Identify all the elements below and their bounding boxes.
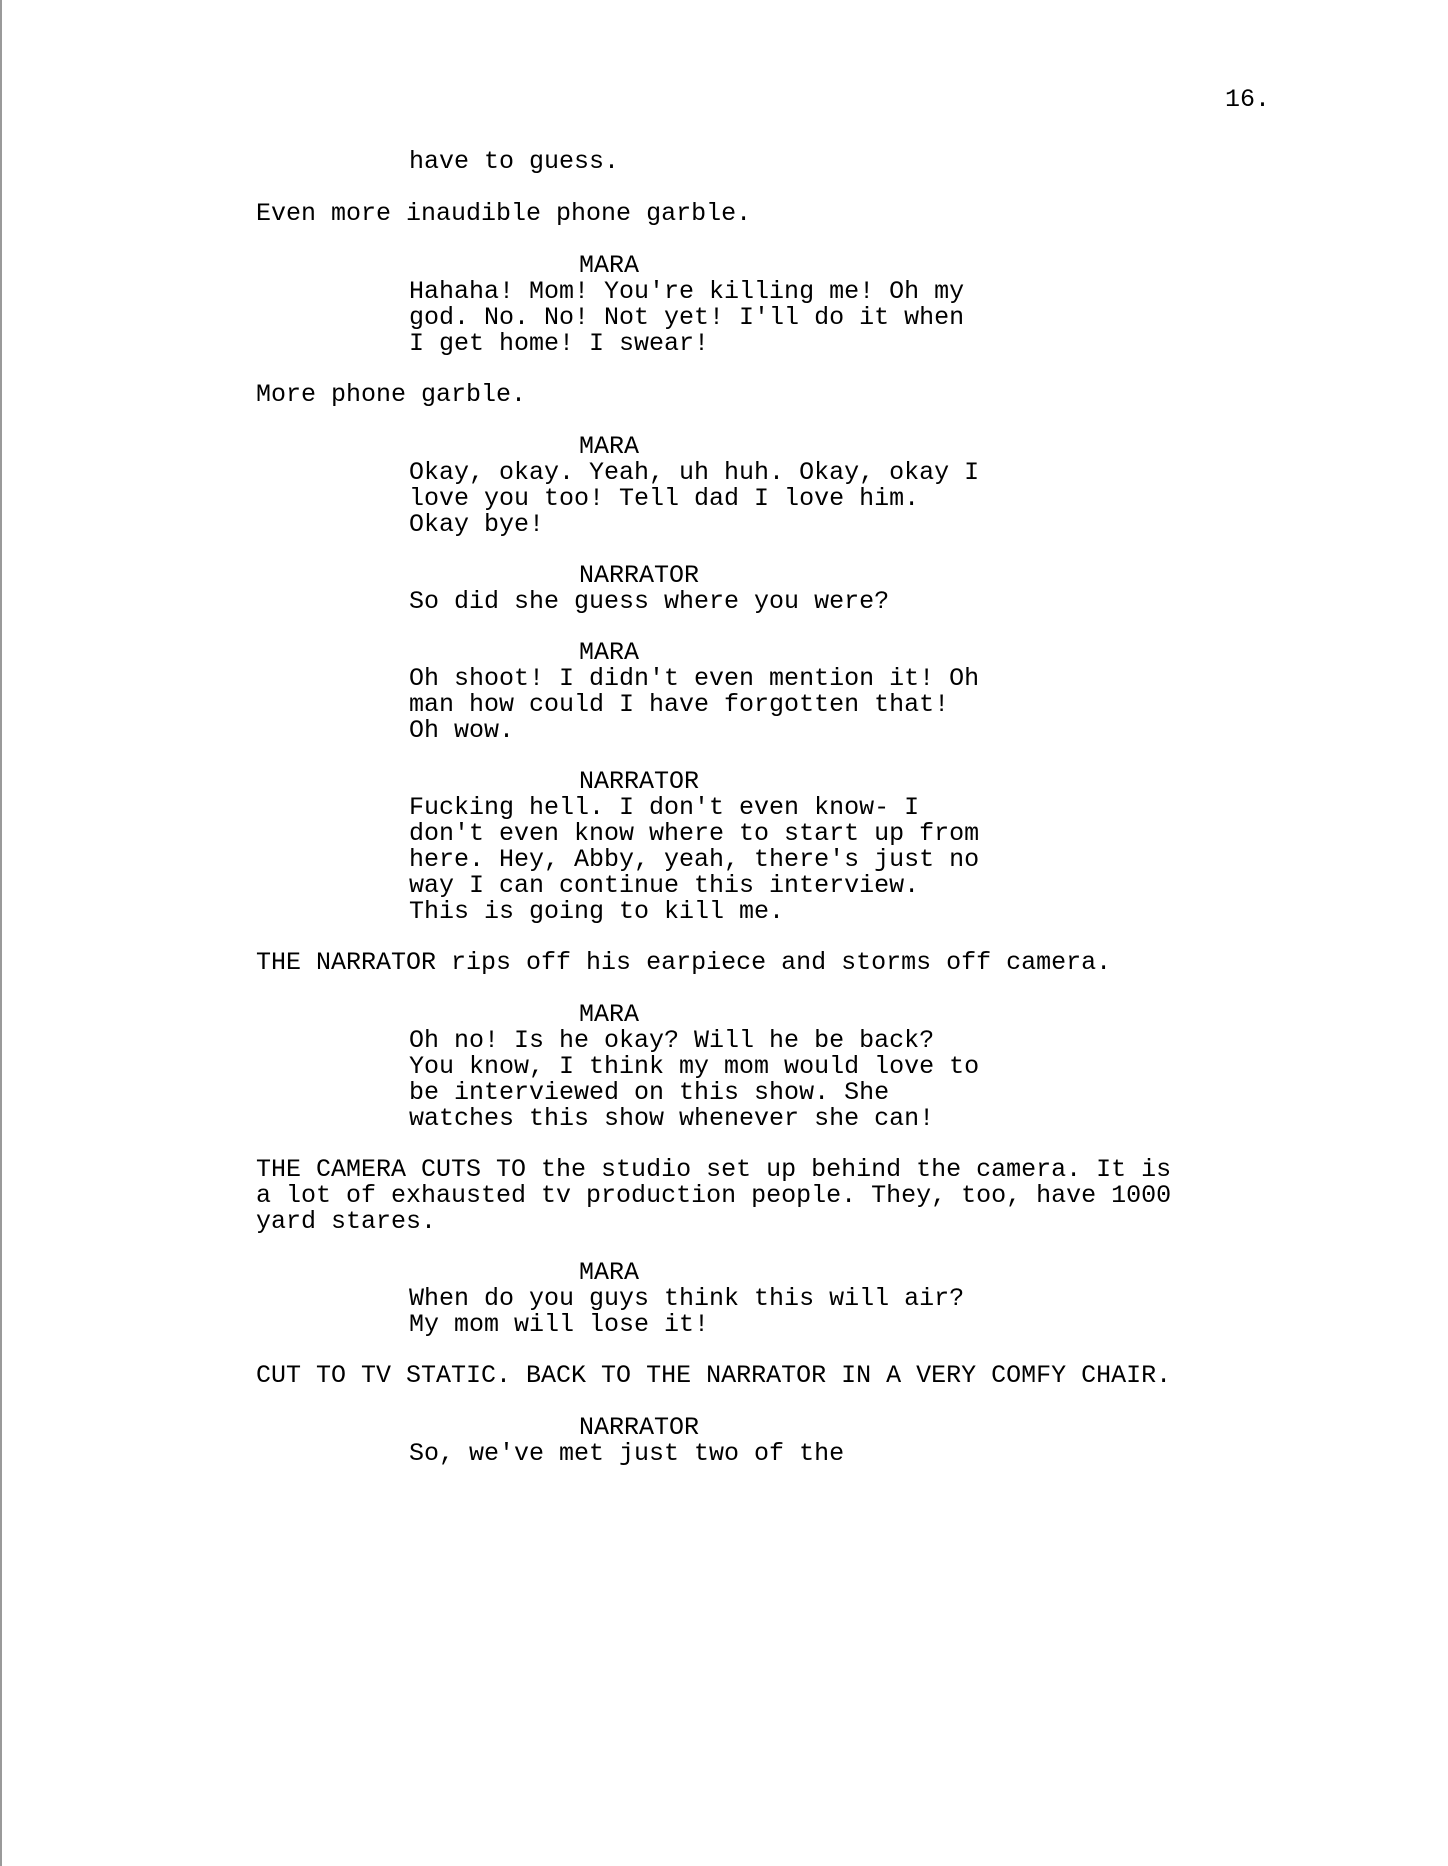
- dialogue-line: This is going to kill me.: [409, 897, 785, 926]
- character-name: MARA: [579, 432, 640, 461]
- character-name: NARRATOR: [579, 767, 700, 796]
- dialogue-line: don't even know where to start up from: [409, 819, 980, 848]
- dialogue-line: here. Hey, Abby, yeah, there's just no: [409, 845, 980, 874]
- dialogue-line: Okay bye!: [409, 510, 545, 539]
- dialogue-line: man how could I have forgotten that!: [409, 690, 950, 719]
- dialogue-line: way I can continue this interview.: [409, 871, 920, 900]
- dialogue-line: Fucking hell. I don't even know- I: [409, 793, 920, 822]
- dialogue-line: be interviewed on this show. She: [409, 1078, 890, 1107]
- dialogue-line: Okay, okay. Yeah, uh huh. Okay, okay I: [409, 458, 980, 487]
- action-line: Even more inaudible phone garble.: [256, 199, 752, 228]
- dialogue-line: Oh shoot! I didn't even mention it! Oh: [409, 664, 980, 693]
- character-name: MARA: [579, 251, 640, 280]
- page-number: 16.: [1225, 85, 1271, 114]
- action-line: THE NARRATOR rips off his earpiece and storms off camera.: [256, 948, 1112, 977]
- action-line: More phone garble.: [256, 380, 527, 409]
- action-line: CUT TO TV STATIC. BACK TO THE NARRATOR IN A VERY COMFY CHAIR.: [256, 1361, 1172, 1390]
- dialogue-line: So, we've met just two of the: [409, 1439, 845, 1468]
- action-line: THE CAMERA CUTS TO the studio set up behind the camera. It is: [256, 1155, 1172, 1184]
- dialogue-line: Oh wow.: [409, 716, 515, 745]
- dialogue-line: love you too! Tell dad I love him.: [409, 484, 920, 513]
- dialogue-line: My mom will lose it!: [409, 1310, 710, 1339]
- dialogue-line: I get home! I swear!: [409, 329, 710, 358]
- page-edge: [0, 0, 2, 1866]
- character-name: MARA: [579, 1000, 640, 1029]
- action-line: a lot of exhausted tv production people. They, too, have 1000: [256, 1181, 1172, 1210]
- character-name: MARA: [579, 1258, 640, 1287]
- dialogue-line: So did she guess where you were?: [409, 587, 890, 616]
- dialogue-line: When do you guys think this will air?: [409, 1284, 965, 1313]
- dialogue-line: Oh no! Is he okay? Will he be back?: [409, 1026, 935, 1055]
- dialogue-line: have to guess.: [409, 147, 620, 176]
- character-name: NARRATOR: [579, 1413, 700, 1442]
- action-line: yard stares.: [256, 1207, 437, 1236]
- dialogue-line: Hahaha! Mom! You're killing me! Oh my: [409, 277, 965, 306]
- dialogue-line: You know, I think my mom would love to: [409, 1052, 980, 1081]
- dialogue-line: watches this show whenever she can!: [409, 1104, 935, 1133]
- character-name: MARA: [579, 638, 640, 667]
- character-name: NARRATOR: [579, 561, 700, 590]
- dialogue-line: god. No. No! Not yet! I'll do it when: [409, 303, 965, 332]
